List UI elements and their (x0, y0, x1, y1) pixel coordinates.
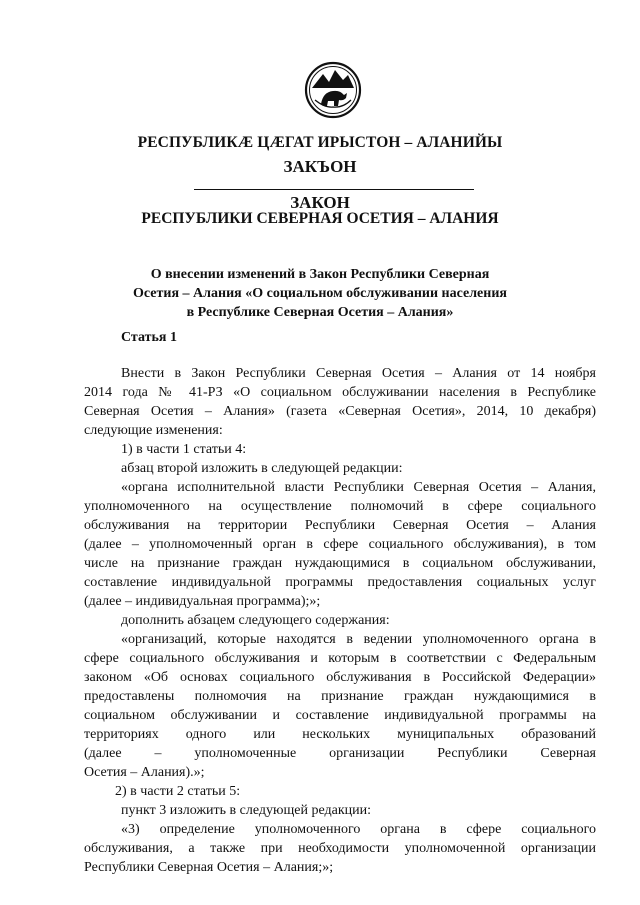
body-line: предоставлены полномочия на признание граждан нуждающимися в (84, 689, 596, 704)
article-heading: Статья 1 (121, 330, 177, 345)
law-title-line: Осетия – Алания «О социальном обслуживании населения (133, 286, 507, 301)
body-line: 1) в части 1 статьи 4: (121, 442, 247, 457)
body-line: абзац второй изложить в следующей редакции: (121, 461, 403, 476)
header-russian-republic: РЕСПУБЛИКИ СЕВЕРНАЯ ОСЕТИЯ – АЛАНИЯ (141, 210, 499, 227)
body-line: «организаций, которые находятся в ведении уполномоченного органа в (121, 632, 596, 647)
body-line: обслуживания, а также при необходимости уполномоченной организации (84, 841, 596, 856)
body-line: дополнить абзацем следующего содержания: (121, 613, 390, 628)
body-line: (далее – уполномоченные организации Республики Северная (84, 746, 596, 761)
body-line: пункт 3 изложить в следующей редакции: (121, 803, 371, 818)
header-ossetian-law: ЗАКЪОН (283, 157, 357, 176)
body-line: «органа исполнительной власти Республики Северная Осетия – Алания, (121, 480, 596, 495)
body-line: Внести в Закон Республики Северная Осетия – Алания от 14 ноября (121, 366, 596, 381)
body-line: Осетия – Алания).»; (84, 765, 205, 780)
body-line: (далее – уполномоченный орган в сфере социального обслуживания), в том (84, 537, 596, 552)
law-title-line: в Республике Северная Осетия – Алания» (186, 305, 454, 320)
body-line: (далее – индивидуальная программа);»; (84, 594, 321, 609)
body-line: числе на признание граждан нуждающимися в социальном обслуживании, (84, 556, 596, 571)
law-title-line: О внесении изменений в Закон Республики Северная (150, 267, 490, 282)
coat-of-arms-icon (303, 60, 363, 120)
body-line: обслуживания на территории Республики Северная Осетия – Алания (84, 518, 596, 533)
header-russian-law: ЗАКОН (290, 193, 350, 212)
body-line: законом «Об основах социального обслуживания в Российской Федерации» (84, 670, 596, 685)
body-line: социальном обслуживании и составление индивидуальной программы на (84, 708, 596, 723)
body-line: Республики Северная Осетия – Алания;»; (84, 860, 334, 875)
body-line: уполномоченного на осуществление полномочий в сфере социального (84, 499, 596, 514)
body-line: «3) определение уполномоченного органа в сфере социального (121, 822, 596, 837)
header-divider (194, 189, 474, 190)
body-line: составление индивидуальной программы предоставления социальных услуг (84, 575, 596, 590)
body-line: следующие изменения: (84, 423, 223, 438)
body-line: 2) в части 2 статьи 5: (115, 784, 241, 799)
body-line: территориях одного или нескольких муниципальных образований (84, 727, 596, 742)
body-line: 2014 года № 41-РЗ «О социальном обслуживании населения в Республике (84, 385, 596, 400)
body-line: Северная Осетия – Алания» (газета «Северная Осетия», 2014, 10 декабря) (84, 404, 596, 419)
body-line: сфере социального обслуживания и которым в соответствии с Федеральным (84, 651, 596, 666)
header-ossetian-republic: РЕСПУБЛИКÆ ЦÆГАТ ИРЫСТОН – АЛАНИЙЫ (137, 134, 503, 151)
